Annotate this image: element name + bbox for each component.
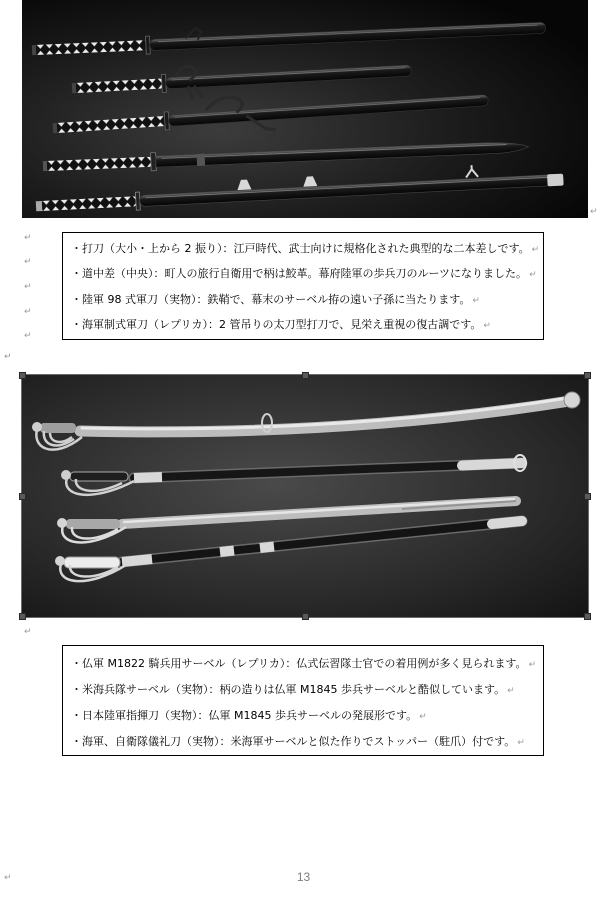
paragraph-mark: ↵ [507, 686, 515, 696]
scabbard-fitting [197, 154, 205, 166]
caption-box-sabers[interactable] [62, 645, 544, 756]
photo-japanese-swords[interactable] [22, 0, 588, 218]
caption-line [71, 261, 543, 286]
photo-japanese-swords-image [22, 0, 588, 218]
caption-line [71, 312, 543, 337]
paragraph-mark: ↵ [24, 627, 32, 637]
paragraph-mark: ↵ [24, 331, 32, 341]
caption-text: ・仏軍 M1822 騎兵用サーベル（レプリカ）：仏式伝習隊士官での着用例が多く見られます。 [71, 657, 527, 670]
scabbard-chape [564, 392, 580, 408]
paragraph-mark: ↵ [24, 233, 32, 243]
paragraph-mark: ↵ [24, 257, 32, 267]
paragraph-mark: ↵ [4, 873, 12, 883]
scabbard-band [220, 551, 234, 553]
paragraph-mark: ↵ [517, 738, 525, 748]
caption-line [71, 651, 543, 677]
photo-sabers-image [22, 375, 588, 617]
saber-grip [40, 423, 76, 433]
paragraph-mark: ↵ [528, 660, 537, 670]
paragraph-mark: ↵ [531, 245, 540, 255]
sword-guard [151, 153, 157, 171]
caption-line [71, 677, 543, 703]
caption-line [71, 236, 543, 261]
paragraph-mark: ↵ [419, 712, 427, 722]
resize-handle-top-left[interactable] [19, 372, 26, 379]
paragraph-mark: ↵ [4, 352, 12, 362]
resize-handle-right[interactable] [584, 493, 591, 500]
scabbard-chape [462, 463, 522, 466]
resize-handle-bottom-right[interactable] [584, 613, 591, 620]
resize-handle-bottom[interactable] [302, 613, 309, 620]
saber-pommel [57, 518, 67, 528]
paragraph-mark: ↵ [483, 320, 491, 331]
resize-handle-top[interactable] [302, 372, 309, 379]
paragraph-mark: ↵ [590, 207, 598, 217]
caption-text: ・日本陸軍指揮刀（実物）：仏軍 M1845 歩兵サーベルの発展形です。 [71, 709, 418, 722]
caption-text: ・海軍制式軍刀（レプリカ）：2 管吊りの太刀型打刀で、見栄え重視の復古調です。 [71, 317, 482, 331]
caption-line [71, 703, 543, 729]
saber-pommel [55, 556, 65, 566]
caption-line [71, 729, 543, 755]
page-number: 13 [296, 870, 311, 884]
paragraph-mark: ↵ [24, 282, 32, 292]
paragraph-mark: ↵ [529, 270, 537, 281]
sword-guard [146, 36, 151, 54]
resize-handle-top-right[interactable] [584, 372, 591, 379]
caption-text: ・陸軍 98 式軍刀（実物）：鉄鞘で、幕末のサーベル拵の遠い子孫に当たります。 [71, 292, 471, 306]
caption-line [71, 287, 543, 312]
scabbard-throat [134, 477, 162, 478]
caption-text: ・道中差（中央）：町人の旅行自衛用で柄は鮫革。幕府陸軍の歩兵刀のルーツになりました。 [71, 267, 528, 281]
saber-grip [64, 557, 120, 568]
saber-grip [66, 519, 120, 529]
saber-pommel [61, 470, 71, 480]
caption-box-japanese-swords[interactable] [62, 232, 544, 340]
caption-text: ・米海兵隊サーベル（実物）：柄の造りは仏軍 M1845 歩兵サーベルと酷似しています。 [71, 683, 506, 696]
scabbard-chape [492, 521, 522, 524]
resize-handle-left[interactable] [19, 493, 26, 500]
caption-text: ・海軍、自衛隊儀礼刀（実物）：米海軍サーベルと似た作りでストッパー（駐爪）付です。 [71, 735, 516, 748]
scabbard-band [260, 547, 274, 549]
scabbard-chape [547, 174, 564, 187]
saber-pommel [32, 422, 42, 432]
caption-text: ・打刀（大小・上から 2 振り）：江戸時代、武士向けに規格化された典型的な二本差しです。 [71, 242, 530, 255]
resize-handle-bottom-left[interactable] [19, 613, 26, 620]
scabbard-throat [122, 559, 152, 562]
photo-sabers[interactable] [22, 375, 588, 617]
saber-grip [70, 472, 128, 481]
paragraph-mark: ↵ [24, 307, 32, 317]
paragraph-mark: ↵ [472, 295, 480, 306]
